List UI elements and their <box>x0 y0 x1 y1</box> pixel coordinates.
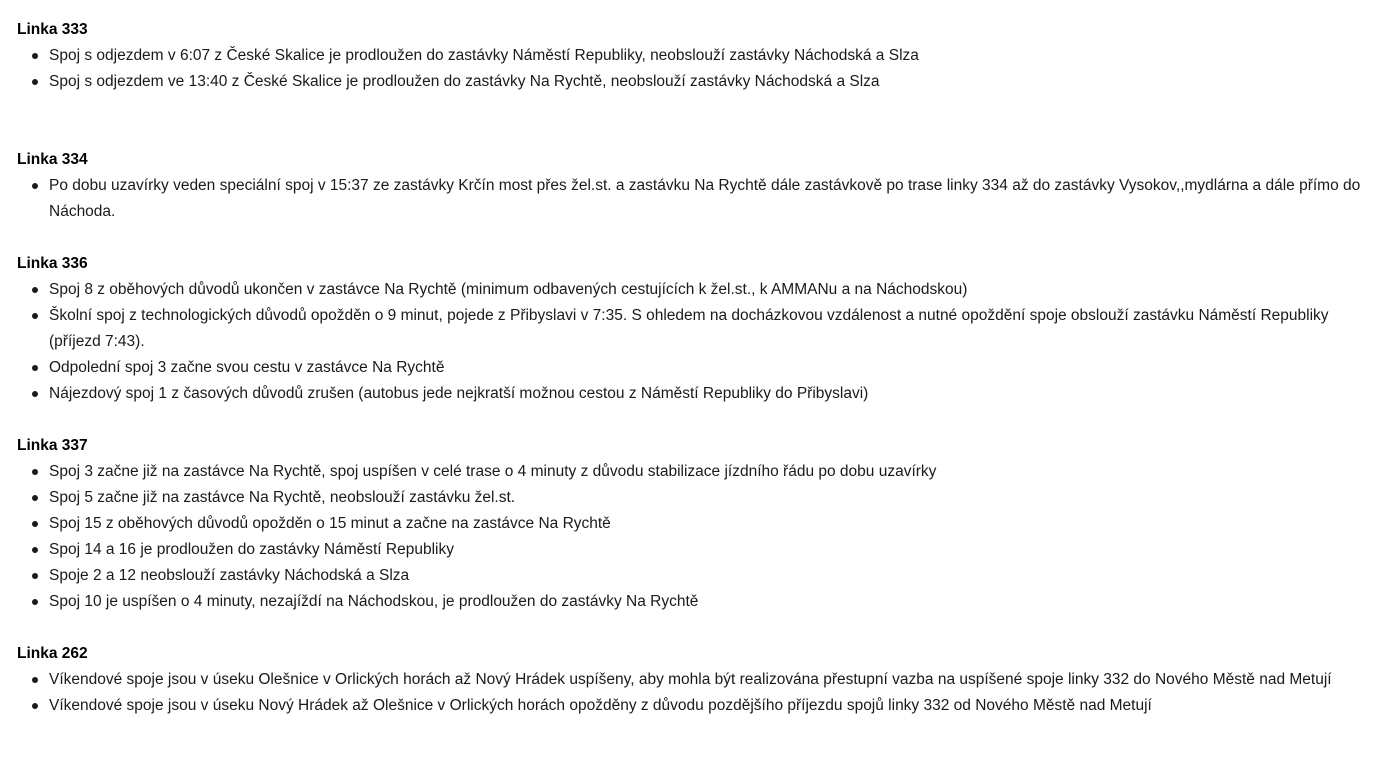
spacer <box>17 95 1383 147</box>
list-item: Spoj 3 začne již na zastávce Na Rychtě, spoj uspíšen v celé trase o 4 minuty z důvodu stabilizace jízdního řádu po dobu uzavírky <box>49 459 1383 485</box>
spacer <box>17 407 1383 433</box>
section-linka-334 <box>17 147 1383 225</box>
list-item: Po dobu uzavírky veden speciální spoj v 15:37 ze zastávky Krčín most přes žel.st. a zastávku Na Rychtě dále zastávkově po trase linky 334 až do zastávky Vysokov,,mydlárna a dále přímo do Náchoda. <box>49 173 1383 225</box>
list-item: Spoj 14 a 16 je prodloužen do zastávky Náměstí Republiky <box>49 537 1383 563</box>
bullet-list <box>17 667 1383 719</box>
section-linka-337 <box>17 433 1383 615</box>
list-item: Spoj s odjezdem v 6:07 z České Skalice je prodloužen do zastávky Náměstí Republiky, neobslouží zastávky Náchodská a Slza <box>49 43 1383 69</box>
list-item: Víkendové spoje jsou v úseku Olešnice v Orlických horách až Nový Hrádek uspíšeny, aby mohla být realizována přestupní vazba na uspíšené spoje linky 332 do Nového Městě nad Metují <box>49 667 1383 693</box>
list-item: Víkendové spoje jsou v úseku Nový Hrádek až Olešnice v Orlických horách opožděny z důvodu pozdějšího příjezdu spojů linky 332 od Nového Městě nad Metují <box>49 693 1383 719</box>
list-item: Spoj s odjezdem ve 13:40 z České Skalice je prodloužen do zastávky Na Rychtě, neobslouží zastávky Náchodská a Slza <box>49 69 1383 95</box>
spacer <box>17 615 1383 641</box>
list-item: Spoje 2 a 12 neobslouží zastávky Náchodská a Slza <box>49 563 1383 589</box>
section-title: Linka 262 <box>17 645 88 662</box>
list-item: Spoj 15 z oběhových důvodů opožděn o 15 minut a začne na zastávce Na Rychtě <box>49 511 1383 537</box>
list-item: Odpolední spoj 3 začne svou cestu v zastávce Na Rychtě <box>49 355 1383 381</box>
section-title: Linka 333 <box>17 21 88 38</box>
section-linka-333 <box>17 17 1383 95</box>
list-item: Školní spoj z technologických důvodů opožděn o 9 minut, pojede z Přibyslavi v 7:35. S ohledem na docházkovou vzdálenost a nutné opoždění spoje obslouží zastávku Náměstí Republiky (příjezd 7:43). <box>49 303 1383 355</box>
bullet-list <box>17 173 1383 225</box>
spacer <box>17 225 1383 251</box>
bullet-list <box>17 459 1383 615</box>
section-title: Linka 334 <box>17 151 88 168</box>
list-item: Nájezdový spoj 1 z časových důvodů zrušen (autobus jede nejkratší možnou cestou z Náměstí Republiky do Přibyslavi) <box>49 381 1383 407</box>
list-item: Spoj 10 je uspíšen o 4 minuty, nezajíždí na Náchodskou, je prodloužen do zastávky Na Rychtě <box>49 589 1383 615</box>
section-linka-262 <box>17 641 1383 719</box>
bullet-list <box>17 43 1383 95</box>
section-title: Linka 337 <box>17 437 88 454</box>
bullet-list <box>17 277 1383 407</box>
list-item: Spoj 5 začne již na zastávce Na Rychtě, neobslouží zastávku žel.st. <box>49 485 1383 511</box>
list-item: Spoj 8 z oběhových důvodů ukončen v zastávce Na Rychtě (minimum odbavených cestujících k žel.st., k AMMANu a na Náchodskou) <box>49 277 1383 303</box>
section-linka-336 <box>17 251 1383 407</box>
section-title: Linka 336 <box>17 255 88 272</box>
